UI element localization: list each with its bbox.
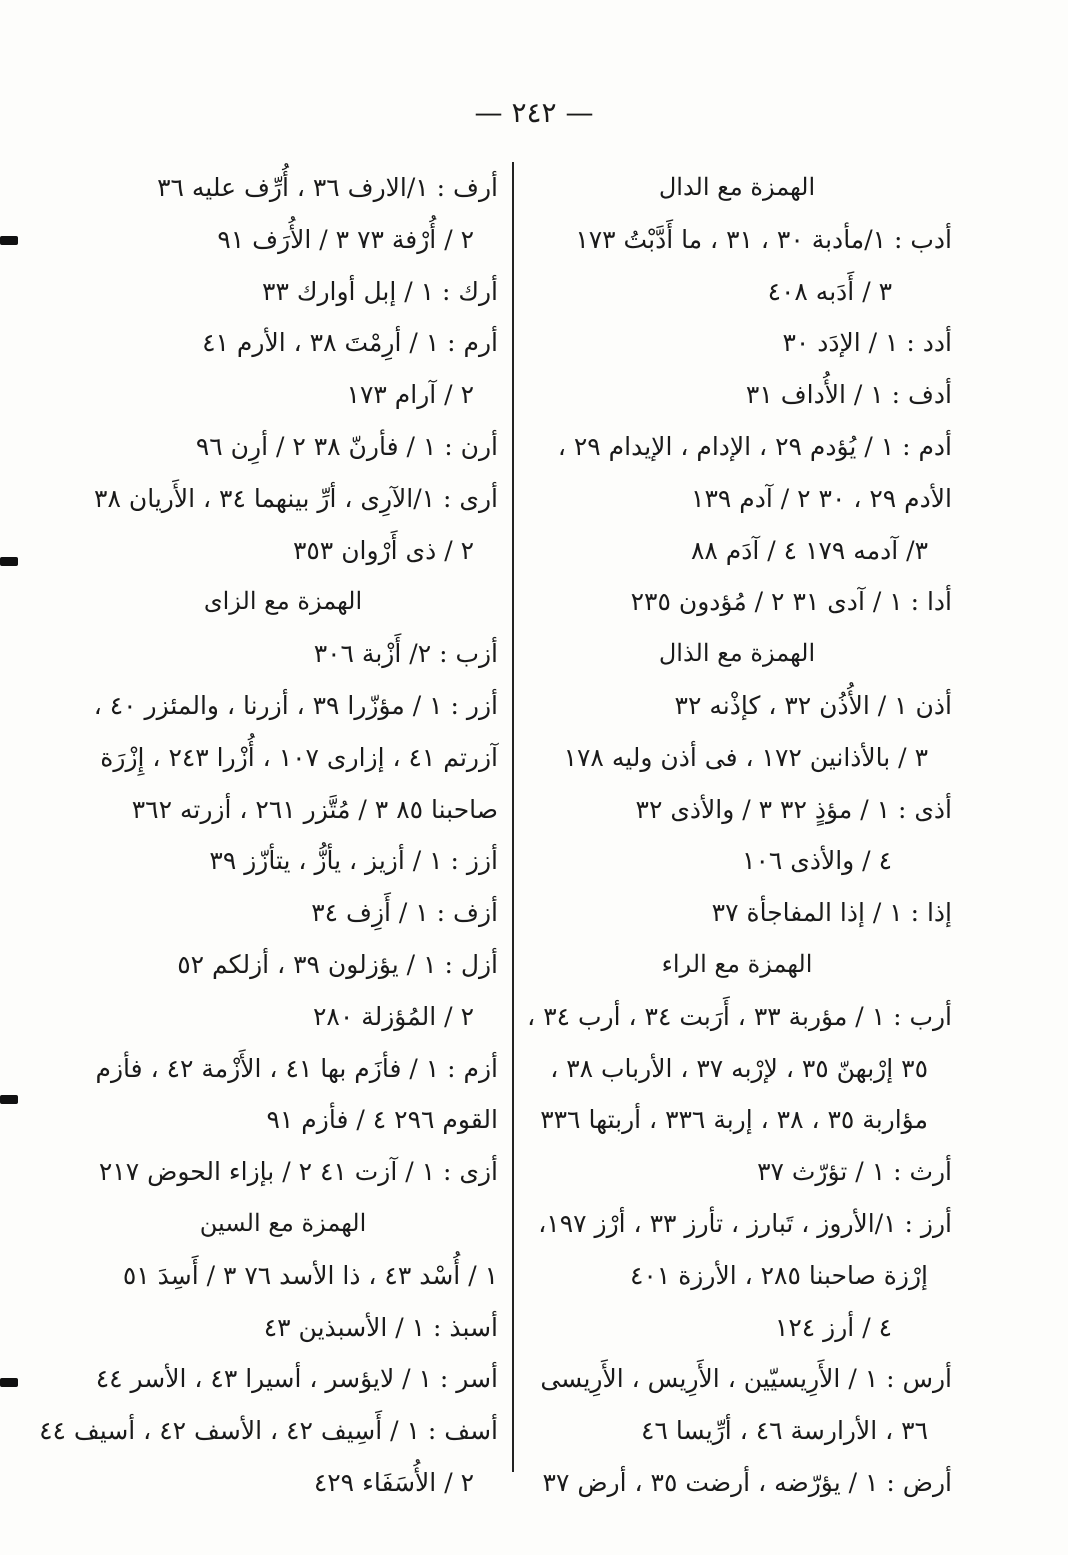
index-entry: ٤ / أرز ١٢٤ [774, 1312, 892, 1342]
index-entry: ٣ / أَدَبه ٤٠٨ [767, 276, 892, 306]
index-entry: آزرتم ٤١ ، إزارى ١٠٧ ، أُزْرا ٢٤٣ ، إِزْرَة [100, 742, 498, 772]
index-entry: أزز : ١ / أزيز ، يأزُّ ، يتأزّز ٣٩ [209, 846, 498, 876]
index-entry: ٢ / آرام ١٧٣ [346, 380, 474, 410]
section-heading: الهمزة مع الذال [658, 639, 816, 668]
index-entry: أسبذ : ١ / الأسبذين ٤٣ [263, 1312, 498, 1342]
index-entry: إذا : ١ / إذا المفاجأة ٣٧ [711, 898, 952, 928]
index-entry: ٣/ آدمه ١٧٩ ٤ / آدَم ٨٨ [690, 535, 928, 565]
index-entry: أرث : ١ / تؤرّث ٣٧ [757, 1157, 952, 1187]
index-entry: أدب : ١/مأدبة ٣٠ ، ٣١ ، ما أَدَّبْتُ ١٧٣ [575, 224, 952, 254]
index-entry: أدا : ١ / آدى ٣١ ٢ / مُؤدون ٢٣٥ [630, 587, 952, 617]
index-entry: أدف : ١ / الأُداف ٣١ [745, 380, 952, 410]
scan-mark [0, 1095, 18, 1104]
index-entry: أرم : ١ / أرِمْتَ ٣٨ ، الأرم ٤١ [202, 328, 498, 358]
index-entry: إرْزة صاحبنا ٢٨٥ ، الأرزة ٤٠١ [629, 1260, 928, 1290]
index-entry: أرى : ١/الآرِى ، أرِّ بينهما ٣٤ ، الأَريان ٣٨ [94, 483, 498, 513]
index-entry: صاحبنا ٨٥ ٣ / مُتَّزر ٢٦١ ، أزرته ٣٦٢ [131, 794, 498, 824]
index-entry: ٢ / الأُسَفَاء ٤٢٩ [313, 1467, 474, 1497]
index-entry: أدم : ١ / يُؤدم ٢٩ ، الإدام ، الإيدام ٢٩ ، [557, 431, 952, 461]
index-entry: أرس : ١ / الأَرِيسيّين ، الأَرِيس ، الأَرِيسى [540, 1364, 952, 1394]
page-number: — ٢٤٢ — [474, 96, 594, 129]
index-entry: أسف : ١ / أَسِيف ٤٢ ، الأسف ٤٢ ، أسيف ٤٤ [39, 1416, 498, 1446]
index-entry: ٢ / المُؤزلة ٢٨٠ [312, 1001, 474, 1031]
scan-mark [0, 236, 18, 245]
section-heading: الهمزة مع السين [199, 1208, 367, 1237]
index-entry: أزى : ١ / آزت ٤١ ٢ / بإزاء الحوض ٢١٧ [98, 1157, 498, 1187]
index-entry: أرز : ١/الأروز ، تَبارز ، تأرز ٣٣ ، أرْز ١٩٧، [538, 1208, 952, 1238]
index-entry: أزل : ١ / يؤزلون ٣٩ ، أزلكم ٥٢ [177, 949, 498, 979]
index-entry: الأدم ٢٩ ، ٣٠ ٢ / آدم ١٣٩ [691, 483, 952, 513]
index-entry: أزب : ٢/ أَزْبة ٣٠٦ [313, 639, 498, 669]
index-entry: القوم ٢٩٦ ٤ / فأزم ٩١ [266, 1105, 498, 1135]
section-heading: الهمزة مع الزاى [203, 587, 363, 616]
index-entry: أسر : ١ / لايؤسر ، أسيرا ٤٣ ، الأسر ٤٤ [95, 1364, 498, 1394]
index-entry: ٢ / أُرْفة ٧٣ ٣ / الأُرَف ٩١ [217, 224, 474, 254]
right-column [522, 162, 952, 1509]
index-entry: أرك : ١ / إبل أوارك ٣٣ [262, 276, 498, 306]
index-entry: أرن : ١ / فأرنّ ٣٨ ٢ / أرِن ٩٦ [195, 431, 498, 461]
left-column [39, 162, 498, 1509]
index-entry: أرب : ١ / مؤربة ٣٣ ، أَرَبت ٣٤ ، أرب ٣٤ ، [527, 1001, 952, 1031]
index-entry: ١ / أُسْد ٤٣ ، ذا الأسد ٧٦ ٣ / أَسِدَ ٥١ [122, 1260, 498, 1290]
index-entry: ٣ / بالأذانين ١٧٢ ، فى أذن وليه ١٧٨ [563, 742, 928, 772]
index-entry: أدد : ١ / الإدَد ٣٠ [782, 328, 952, 358]
index-entry: أرض : ١ / يؤرّضه ، أرضت ٣٥ ، أرض ٣٧ [542, 1467, 952, 1497]
index-entry: مؤاربة ٣٥ ، ٣٨ ، إربة ٣٣٦ ، أربتها ٣٣٦ [540, 1105, 928, 1135]
index-entry: أذى : ١ / مؤذٍ ٣٢ ٣ / والأذى ٣٢ [635, 794, 952, 824]
index-entry: ٣٦ ، الأرارسة ٤٦ ، أرِّيسا ٤٦ [641, 1416, 928, 1446]
section-heading: الهمزة مع الدال [658, 173, 816, 201]
index-entry: أزف : ١ / أَزِف ٣٤ [311, 898, 498, 928]
index-entry: أزر : ١ / مؤزّرا ٣٩ ، أزرنا ، والمئزر ٤٠ ، [93, 690, 498, 720]
index-entry: ٤ / والأذى ١٠٦ [742, 846, 892, 876]
section-heading: الهمزة مع الراء [661, 949, 813, 978]
column-divider [512, 162, 514, 1472]
index-entry: أزم : ١ / فأزَم بها ٤١ ، الأَزْمة ٤٢ ، فأزم [95, 1053, 498, 1083]
index-entry: أذن ١ / الأُذُن ٣٢ ، كإذْنه ٣٢ [674, 690, 952, 720]
index-entry: ٢ / ذى أَرْوان ٣٥٣ [292, 535, 474, 565]
scan-mark [0, 557, 18, 566]
scan-mark [0, 1378, 18, 1387]
index-entry: ٣٥ إرْبهنّ ٣٥ ، لإرْبه ٣٧ ، الأرباب ٣٨ ، [550, 1053, 928, 1083]
index-entry: أرف : ١/الارف ٣٦ ، أُرِّف عليه ٣٦ [157, 173, 498, 202]
